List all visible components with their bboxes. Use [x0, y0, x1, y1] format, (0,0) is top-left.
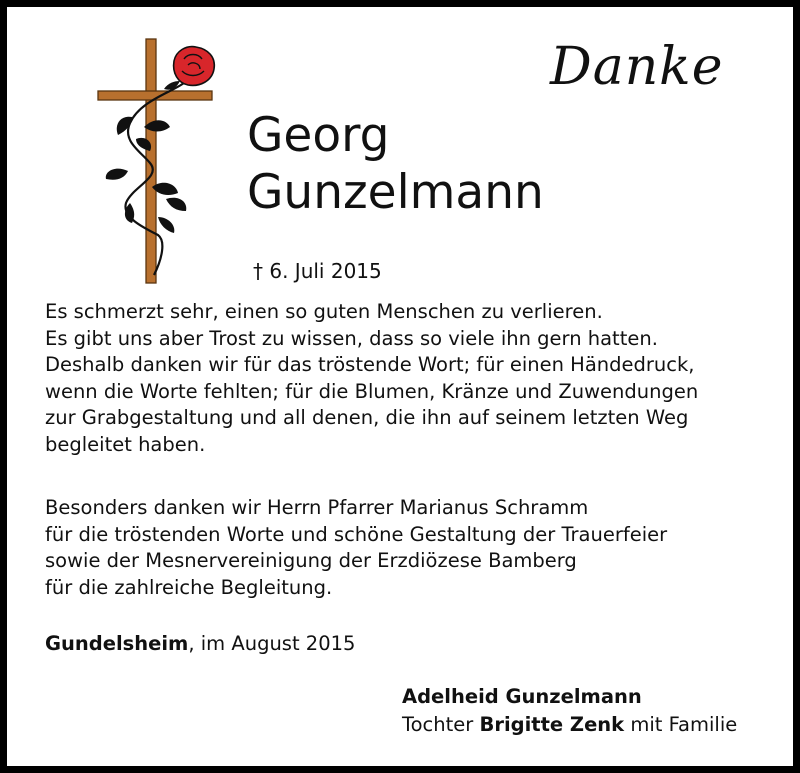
- text-line: Es schmerzt sehr, einen so guten Menschen zu verlieren.: [45, 300, 603, 323]
- family-suffix: mit Familie: [624, 713, 738, 736]
- text-line: zur Grabgestaltung und all denen, die ihn auf seinem letzten Weg: [45, 406, 689, 429]
- family-prefix: Tochter: [402, 713, 480, 736]
- place-name: Gundelsheim: [45, 632, 189, 655]
- danke-heading: Danke: [550, 37, 724, 97]
- family-line: [402, 711, 737, 739]
- text-line: Deshalb danken wir für das tröstende Wort; für einen Händedruck,: [45, 353, 695, 376]
- obituary-card: [7, 7, 793, 766]
- daughter-name: Brigitte Zenk: [479, 713, 625, 736]
- place-date-line: [45, 632, 355, 655]
- text-line: Besonders danken wir Herrn Pfarrer Marianus Schramm: [45, 496, 589, 519]
- text-line: Es gibt uns aber Trost zu wissen, dass so viele ihn gern hatten.: [45, 326, 658, 350]
- death-date: † 6. Juli 2015: [253, 259, 382, 283]
- signature-block: [402, 683, 737, 739]
- text-line: sowie der Mesnervereinigung der Erzdiözese Bamberg: [45, 549, 577, 572]
- first-name: Georg: [247, 108, 390, 163]
- signer-name: Adelheid Gunzelmann: [402, 685, 642, 708]
- text-line: für die tröstenden Worte und schöne Gestaltung der Trauerfeier: [45, 522, 668, 546]
- text-line: für die zahlreiche Begleitung.: [45, 575, 333, 599]
- thanks-paragraph-2: [45, 495, 667, 601]
- thanks-paragraph-1: [45, 299, 698, 458]
- month-year: , im August 2015: [188, 632, 356, 655]
- last-name: Gunzelmann: [247, 165, 544, 220]
- deceased-name: [247, 107, 544, 221]
- text-line: begleitet haben.: [45, 432, 206, 456]
- text-line: wenn die Worte fehlten; für die Blumen, Kränze und Zuwendungen: [45, 379, 699, 403]
- cross-with-rose-icon: [92, 31, 222, 287]
